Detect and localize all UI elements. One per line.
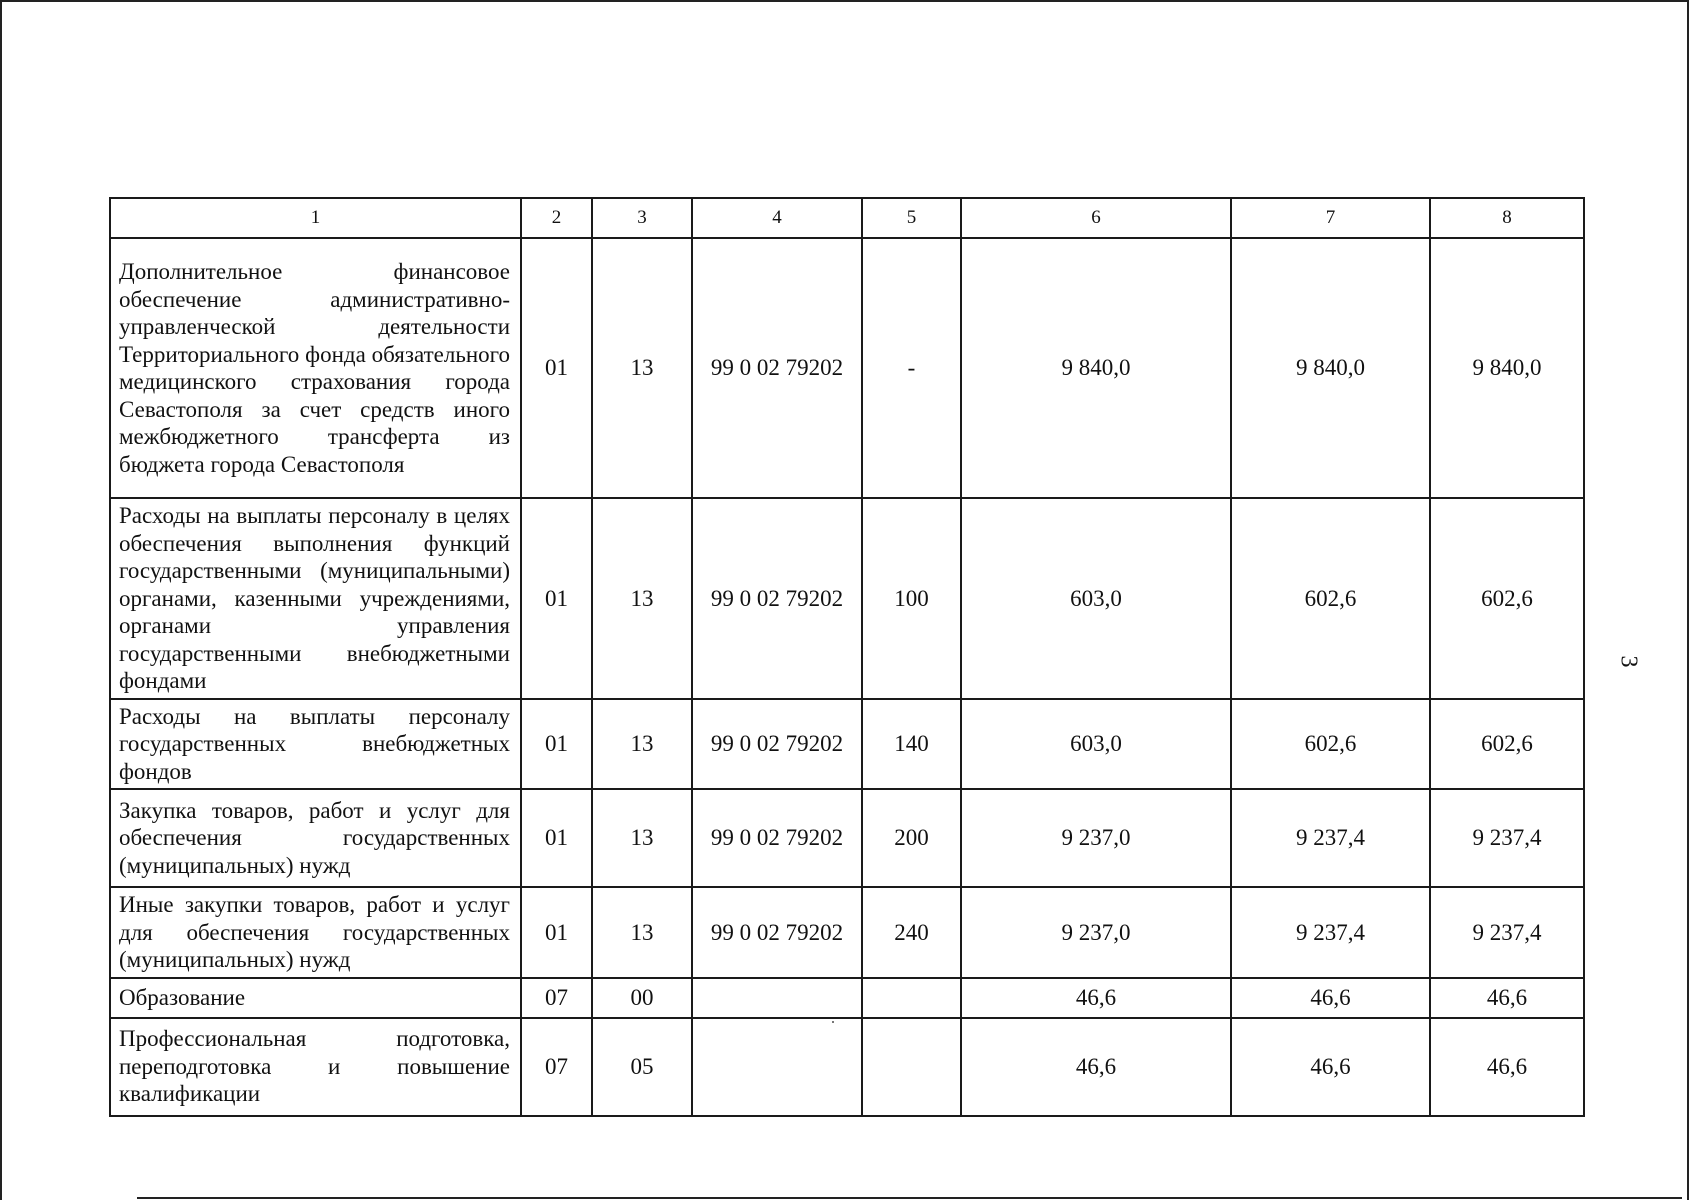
- table-row: [110, 978, 1584, 1018]
- amount-col8-cell: 9 237,4: [1430, 887, 1584, 978]
- amount-col8-cell: 46,6: [1430, 1018, 1584, 1116]
- header-cell: 1: [110, 198, 521, 238]
- expense-type-cell: 100: [862, 498, 961, 699]
- target-article-cell: 99 0 02 79202: [692, 699, 862, 790]
- expense-name-cell: Дополнительное финансовое обеспечение административно-управленческой деятельности Территориального фонда обязательного медицинского страхования города Севастополя за счет средств иного межбюджетного трансферта из бюджета города Севастополя: [110, 238, 521, 498]
- expense-name-cell: Образование: [110, 978, 521, 1018]
- header-cell: 6: [961, 198, 1231, 238]
- header-cell: 4: [692, 198, 862, 238]
- amount-col8-cell: 46,6: [1430, 978, 1584, 1018]
- expense-type-cell: -: [862, 238, 961, 498]
- table-row: [110, 789, 1584, 887]
- section-code-cell: 01: [521, 238, 592, 498]
- target-article-cell: 99 0 02 79202: [692, 238, 862, 498]
- subsection-code-cell: 13: [592, 498, 692, 699]
- amount-col7-cell: 9 237,4: [1231, 789, 1430, 887]
- amount-col6-cell: 9 840,0: [961, 238, 1231, 498]
- amount-col6-cell: 46,6: [961, 1018, 1231, 1116]
- section-code-cell: 01: [521, 789, 592, 887]
- expense-type-cell: 240: [862, 887, 961, 978]
- subsection-code-cell: 13: [592, 789, 692, 887]
- expense-name-cell: Иные закупки товаров, работ и услуг для обеспечения государственных (муниципальных) нужд: [110, 887, 521, 978]
- section-code-cell: 07: [521, 1018, 592, 1116]
- amount-col8-cell: 602,6: [1430, 699, 1584, 790]
- table-row: [110, 1018, 1584, 1116]
- page-number: 3: [1615, 655, 1642, 668]
- section-code-cell: 01: [521, 699, 592, 790]
- amount-col6-cell: 9 237,0: [961, 887, 1231, 978]
- subsection-code-cell: 13: [592, 238, 692, 498]
- target-article-cell: 99 0 02 79202: [692, 887, 862, 978]
- target-article-cell: 99 0 02 79202: [692, 498, 862, 699]
- table-row: [110, 498, 1584, 699]
- section-code-cell: 07: [521, 978, 592, 1018]
- expense-name-cell: Расходы на выплаты персоналу в целях обеспечения выполнения функций государственными (муниципальными) органами, казенными учреждениями, органами управления государственными внебюджетными фондами: [110, 498, 521, 699]
- expense-type-cell: [862, 978, 961, 1018]
- target-article-cell: [692, 1018, 862, 1116]
- amount-col7-cell: 9 237,4: [1231, 887, 1430, 978]
- bottom-rule: [137, 1197, 1682, 1199]
- table-row: [110, 887, 1584, 978]
- expense-type-cell: [862, 1018, 961, 1116]
- header-cell: 2: [521, 198, 592, 238]
- expense-name-cell: Закупка товаров, работ и услуг для обеспечения государственных (муниципальных) нужд: [110, 789, 521, 887]
- target-article-cell: [692, 978, 862, 1018]
- subsection-code-cell: 13: [592, 699, 692, 790]
- amount-col6-cell: 46,6: [961, 978, 1231, 1018]
- expense-name-cell: Профессиональная подготовка, переподготовка и повышение квалификации: [110, 1018, 521, 1116]
- section-code-cell: 01: [521, 887, 592, 978]
- amount-col7-cell: 602,6: [1231, 699, 1430, 790]
- header-cell: 5: [862, 198, 961, 238]
- expense-name-cell: Расходы на выплаты персоналу государственных внебюджетных фондов: [110, 699, 521, 790]
- amount-col6-cell: 603,0: [961, 498, 1231, 699]
- amount-col7-cell: 9 840,0: [1231, 238, 1430, 498]
- subsection-code-cell: 00: [592, 978, 692, 1018]
- header-cell: 8: [1430, 198, 1584, 238]
- header-cell: 7: [1231, 198, 1430, 238]
- amount-col8-cell: 9 840,0: [1430, 238, 1584, 498]
- amount-col7-cell: 46,6: [1231, 978, 1430, 1018]
- amount-col6-cell: 603,0: [961, 699, 1231, 790]
- budget-table: [109, 197, 1585, 1117]
- scan-speck: [832, 1021, 834, 1023]
- table-header-row: [110, 198, 1584, 238]
- amount-col8-cell: 9 237,4: [1430, 789, 1584, 887]
- expense-type-cell: 140: [862, 699, 961, 790]
- section-code-cell: 01: [521, 498, 592, 699]
- subsection-code-cell: 05: [592, 1018, 692, 1116]
- amount-col6-cell: 9 237,0: [961, 789, 1231, 887]
- target-article-cell: 99 0 02 79202: [692, 789, 862, 887]
- amount-col7-cell: 602,6: [1231, 498, 1430, 699]
- table-row: [110, 699, 1584, 790]
- header-cell: 3: [592, 198, 692, 238]
- table-row: [110, 238, 1584, 498]
- amount-col7-cell: 46,6: [1231, 1018, 1430, 1116]
- amount-col8-cell: 602,6: [1430, 498, 1584, 699]
- subsection-code-cell: 13: [592, 887, 692, 978]
- expense-type-cell: 200: [862, 789, 961, 887]
